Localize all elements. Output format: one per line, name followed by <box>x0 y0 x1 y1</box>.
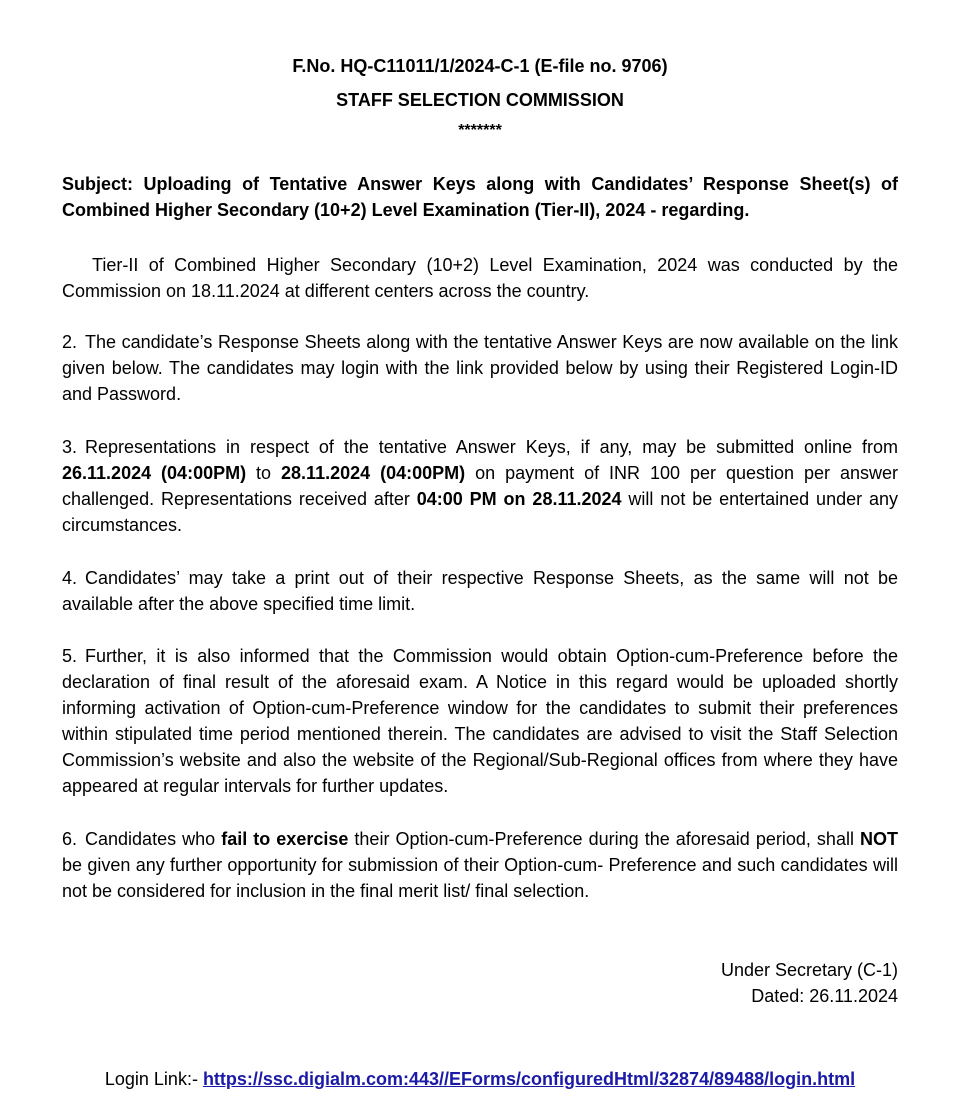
paragraph-5 <box>62 643 898 799</box>
login-link-row <box>0 1066 960 1092</box>
paragraph-2-text: The candidate’s Response Sheets along with the tentative Answer Keys are now available on the link given below. The candidates may login with the link provided below by using their Registered Login-ID and Password. <box>62 332 898 404</box>
paragraph-6-text: their Option-cum-Preference during the aforesaid period, shall <box>348 829 861 849</box>
file-number: F.No. HQ-C11011/1/2024-C-1 (E-file no. 9706) <box>292 56 668 76</box>
paragraph-3-text: Representations in respect of the tentative Answer Keys, if any, may be submitted online from <box>85 437 898 457</box>
paragraph-number: 4. <box>62 568 78 588</box>
emphasis: NOT <box>860 829 899 849</box>
emphasis: fail to exercise <box>221 829 349 849</box>
paragraph-number: 5. <box>62 646 78 666</box>
paragraph-5-text: Further, it is also informed that the Commission would obtain Option-cum-Preference before the declaration of final result of the aforesaid exam. A Notice in this regard would be uploaded shortly informing activation of Option-cum-Preference window for the candidates to submit their preferences within stipulated time period mentioned therein. The candidates are advised to visit the Staff Selection Commission’s website and also the website of the Regional/Sub-Regional offices from where they have appeared at regular intervals for further updates. <box>62 646 898 796</box>
paragraph-2 <box>62 329 898 407</box>
paragraph-3 <box>62 434 898 538</box>
start-date: 26.11.2024 (04:00PM) <box>62 463 247 483</box>
login-link-label: Login Link:- <box>104 1069 203 1089</box>
paragraph-1 <box>62 252 898 304</box>
paragraph-number: 3. <box>62 437 78 457</box>
organization-title: STAFF SELECTION COMMISSION <box>336 90 624 110</box>
paragraph-4-text: Candidates’ may take a print out of their respective Response Sheets, as the same will not be available after the above specified time limit. <box>62 568 898 614</box>
paragraph-number: 6. <box>62 829 78 849</box>
deadline: 04:00 PM on 28.11.2024 <box>416 489 622 509</box>
paragraph-3-text: on payment of INR 100 per question per answer challenged. Representations received after <box>62 463 899 509</box>
paragraph-number: 2. <box>62 332 78 352</box>
signature-designation: Under Secretary (C-1) <box>720 960 898 980</box>
paragraph-6 <box>62 826 898 904</box>
subject-line: Subject: Uploading of Tentative Answer Keys along with Candidates’ Response Sheet(s) of Combined Higher Secondary (10+2) Level Examination (Tier-II), 2024 - regarding. <box>62 174 898 220</box>
paragraph-3-text: to <box>246 463 282 483</box>
separator-stars: ******* <box>458 122 502 139</box>
paragraph-6-text: Candidates who <box>85 829 222 849</box>
paragraph-4 <box>62 565 898 617</box>
paragraph-3-text: will not be entertained under any circumstances. <box>62 489 898 535</box>
signature-date: Dated: 26.11.2024 <box>751 986 898 1006</box>
paragraph-6-text: be given any further opportunity for submission of their Option-cum- Preference and such candidates will not be considered for inclusion in the final merit list/ final selection. <box>62 855 898 901</box>
paragraph-1-text: Tier-II of Combined Higher Secondary (10+2) Level Examination, 2024 was conducted by the Commission on 18.11.2024 at different centers across the country. <box>62 255 898 301</box>
end-date: 28.11.2024 (04:00PM) <box>281 463 466 483</box>
login-link[interactable]: https://ssc.digialm.com:443//EForms/configuredHtml/32874/89488/login.html <box>202 1069 856 1089</box>
